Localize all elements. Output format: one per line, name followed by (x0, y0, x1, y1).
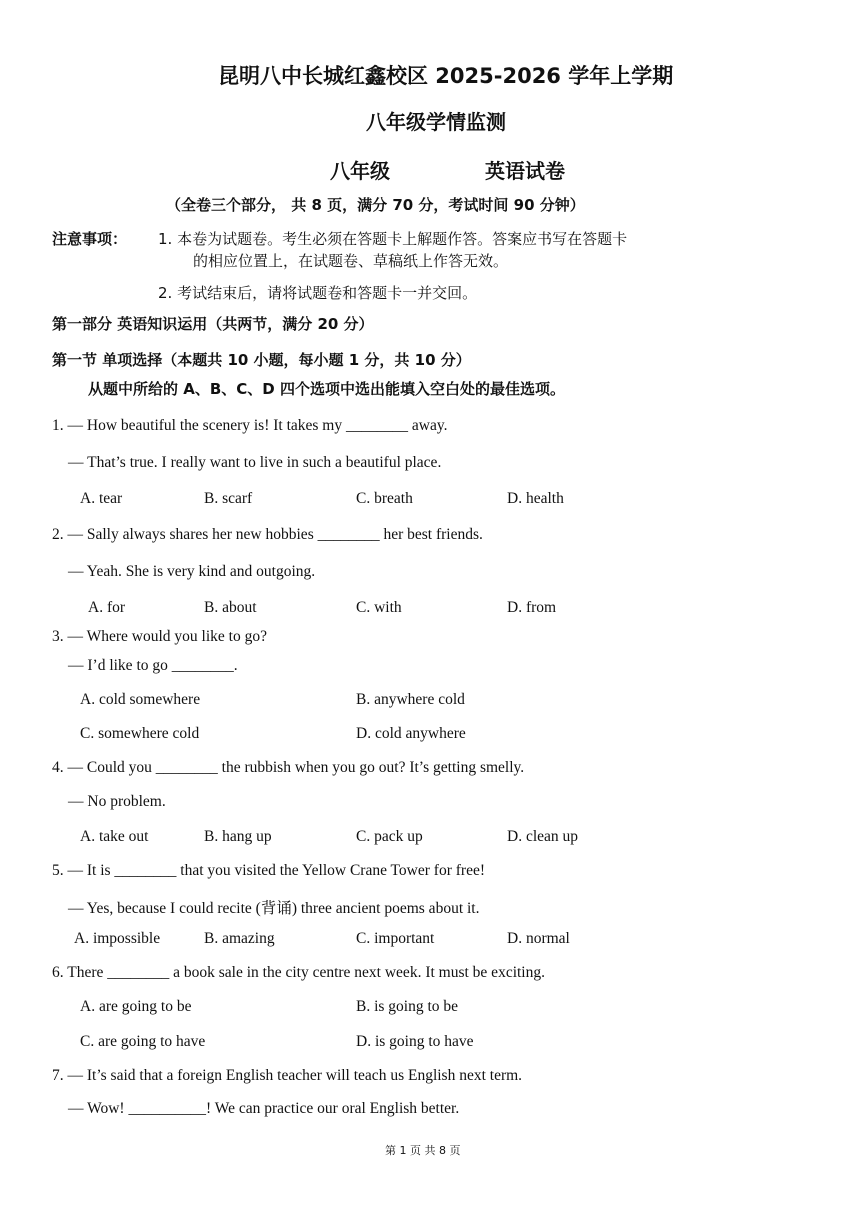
notice-item-1-line2: 的相应位置上，在试题卷、草稿纸上作答无效。 (193, 252, 509, 270)
page-footer: 第 1 页 共 8 页 (385, 1144, 461, 1157)
question-4-option-d: D. clean up (507, 828, 579, 845)
question-7-reply: — Wow! __________! We can practice our oral English better. (68, 1100, 460, 1117)
part1-heading: 第一部分 英语知识运用（共两节，满分 20 分） (52, 315, 374, 333)
question-3-option-a: A. cold somewhere (80, 691, 201, 708)
question-4-reply: — No problem. (68, 793, 166, 810)
question-5-option-d: D. normal (507, 930, 570, 947)
question-5-option-b: B. amazing (204, 930, 275, 947)
question-4-option-a: A. take out (80, 828, 149, 845)
question-3-option-b: B. anywhere cold (356, 691, 465, 708)
question-1-option-b: B. scarf (204, 490, 253, 507)
question-1-stem: 1. — How beautiful the scenery is! It takes my ________ away. (52, 417, 448, 434)
question-2-reply: — Yeah. She is very kind and outgoing. (68, 563, 316, 580)
question-5-reply: — Yes, because I could recite (背诵) three ancient poems about it. (68, 900, 480, 917)
question-2-option-a: A. for (88, 599, 126, 616)
question-7-stem: 7. — It’s said that a foreign English teacher will teach us English next term. (52, 1067, 523, 1084)
question-2-option-b: B. about (204, 599, 257, 616)
question-5-stem: 5. — It is ________ that you visited the Yellow Crane Tower for free! (52, 862, 485, 879)
question-6-option-d: D. is going to have (356, 1033, 474, 1050)
subject-label: 英语试卷 (485, 159, 565, 183)
notice-label: 注意事项： (52, 230, 128, 248)
notice-item-1-line1: 1. 本卷为试题卷。考生必须在答题卡上解题作答。答案应书写在答题卡 (158, 230, 628, 248)
question-2-stem: 2. — Sally always shares her new hobbies ________ her best friends. (52, 526, 483, 543)
question-6-stem: 6. There ________ a book sale in the city centre next week. It must be exciting. (52, 964, 545, 981)
exam-title-line2: 八年级学情监测 (366, 110, 506, 134)
question-2-option-c: C. with (356, 599, 402, 616)
question-4-stem: 4. — Could you ________ the rubbish when you go out? It’s getting smelly. (52, 759, 525, 776)
notice-item-2: 2. 考试结束后，请将试题卷和答题卡一并交回。 (158, 284, 478, 302)
question-6-option-b: B. is going to be (356, 998, 459, 1015)
exam-title-line1: 昆明八中长城红鑫校区 2025-2026 学年上学期 (218, 64, 674, 88)
question-6-option-c: C. are going to have (80, 1033, 206, 1050)
question-1-option-c: C. breath (356, 490, 413, 507)
section1-heading: 第一节 单项选择（本题共 10 小题，每小题 1 分，共 10 分） (52, 351, 471, 369)
question-5-option-a: A. impossible (74, 930, 161, 947)
question-1-option-d: D. health (507, 490, 564, 507)
section1-instruction: 从题中所给的 A、B、C、D 四个选项中选出能填入空白处的最佳选项。 (88, 380, 565, 398)
grade-label: 八年级 (330, 159, 390, 183)
question-1-option-a: A. tear (80, 490, 123, 507)
question-3-reply: — I’d like to go ________. (68, 657, 238, 674)
question-3-option-d: D. cold anywhere (356, 725, 466, 742)
question-5-option-c: C. important (356, 930, 435, 947)
exam-info: （全卷三个部分， 共 8 页，满分 70 分，考试时间 90 分钟） (166, 196, 585, 214)
question-6-option-a: A. are going to be (80, 998, 192, 1015)
question-3-stem: 3. — Where would you like to go? (52, 628, 267, 645)
question-1-reply: — That’s true. I really want to live in such a beautiful place. (68, 454, 442, 471)
question-3-option-c: C. somewhere cold (80, 725, 200, 742)
question-4-option-c: C. pack up (356, 828, 423, 845)
question-4-option-b: B. hang up (204, 828, 272, 845)
question-2-option-d: D. from (507, 599, 557, 616)
